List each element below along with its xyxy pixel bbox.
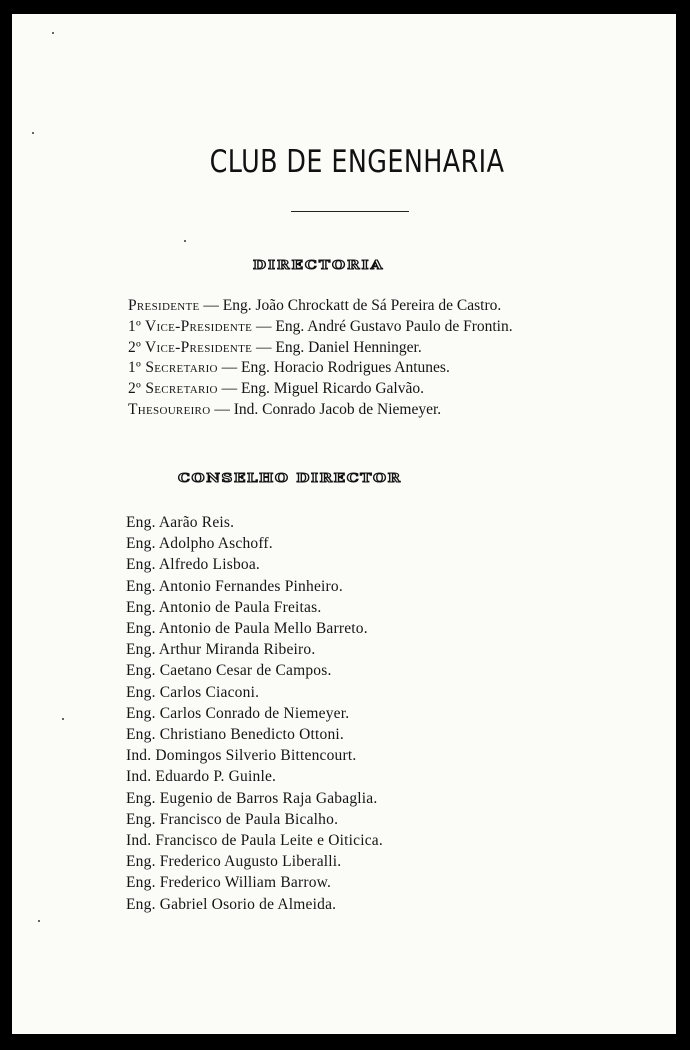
- officer-line: [128, 338, 513, 359]
- list-item: Eng. Frederico Augusto Liberalli.: [126, 853, 342, 871]
- officer-line: [128, 358, 513, 379]
- list-item: Eng. Carlos Conrado de Niemeyer.: [126, 704, 350, 722]
- officer-name: Eng. André Gustavo Paulo de Frontin.: [275, 317, 513, 335]
- print-speck: [38, 920, 40, 922]
- document-page: [12, 14, 676, 1034]
- members-list: [126, 512, 383, 915]
- officer-name: Eng. Miguel Ricardo Galvão.: [241, 380, 424, 398]
- officer-role: Presidente: [128, 297, 200, 314]
- officer-separator: —: [210, 400, 234, 418]
- officer-line: [128, 379, 513, 400]
- list-item: Eng. Antonio de Paula Freitas.: [126, 598, 322, 616]
- list-item: Eng. Gabriel Osorio de Almeida.: [126, 895, 337, 913]
- list-item: Ind. Francisco de Paula Leite e Oiticica.: [126, 832, 383, 850]
- list-item: Eng. Alfredo Lisboa.: [126, 556, 261, 574]
- officer-name: Eng. Horacio Rodrigues Antunes.: [241, 359, 450, 377]
- officer-role: 2º Vice-Presidente: [128, 338, 253, 356]
- list-item: Eng. Carlos Ciaconi.: [126, 683, 260, 701]
- conselho-heading: CONSELHO DIRECTOR: [178, 470, 402, 486]
- list-item: Eng. Frederico William Barrow.: [126, 874, 332, 892]
- list-item: Eng. Francisco de Paula Bicalho.: [126, 810, 339, 828]
- print-speck: [184, 240, 186, 242]
- officer-line: [128, 317, 513, 338]
- list-item: Eng. Antonio de Paula Mello Barreto.: [126, 620, 368, 638]
- officer-role: 2º Secretario: [128, 380, 218, 398]
- list-item: Eng. Caetano Cesar de Campos.: [126, 662, 332, 680]
- list-item: Eng. Antonio Fernandes Pinheiro.: [126, 577, 343, 595]
- officers-list: [128, 296, 513, 421]
- officer-role: Thesoureiro: [128, 400, 211, 418]
- list-item: Ind. Eduardo P. Guinle.: [126, 768, 277, 786]
- print-speck: [52, 32, 54, 34]
- title-divider: [291, 211, 409, 212]
- list-item: Eng. Arthur Miranda Ribeiro.: [126, 641, 316, 659]
- officer-separator: —: [217, 359, 242, 377]
- officer-role: 1º Secretario: [128, 359, 218, 377]
- officer-name: Eng. João Chrockatt de Sá Pereira de Castro.: [222, 297, 502, 314]
- print-speck: [62, 718, 64, 720]
- officer-name: Eng. Daniel Henninger.: [275, 338, 422, 356]
- list-item: Eng. Adolpho Aschoff.: [126, 535, 273, 553]
- officer-separator: —: [252, 338, 276, 356]
- officer-separator: —: [252, 317, 276, 335]
- officer-name: Ind. Conrado Jacob de Niemeyer.: [233, 400, 442, 418]
- list-item: Eng. Eugenio de Barros Raja Gabaglia.: [126, 789, 378, 807]
- officer-role: 1º Vice-Presidente: [128, 317, 253, 335]
- list-item: Eng. Christiano Benedicto Ottoni.: [126, 726, 344, 744]
- page-title: CLUB DE ENGENHARIA: [209, 144, 505, 180]
- officer-separator: —: [199, 297, 223, 314]
- directoria-heading: DIRECTORIA: [253, 257, 385, 273]
- list-item: Ind. Domingos Silverio Bittencourt.: [126, 747, 357, 765]
- print-speck: [32, 132, 34, 134]
- list-item: Eng. Aarão Reis.: [126, 514, 235, 531]
- officer-line: [128, 296, 513, 317]
- officer-separator: —: [217, 380, 242, 398]
- officer-line: [128, 400, 513, 421]
